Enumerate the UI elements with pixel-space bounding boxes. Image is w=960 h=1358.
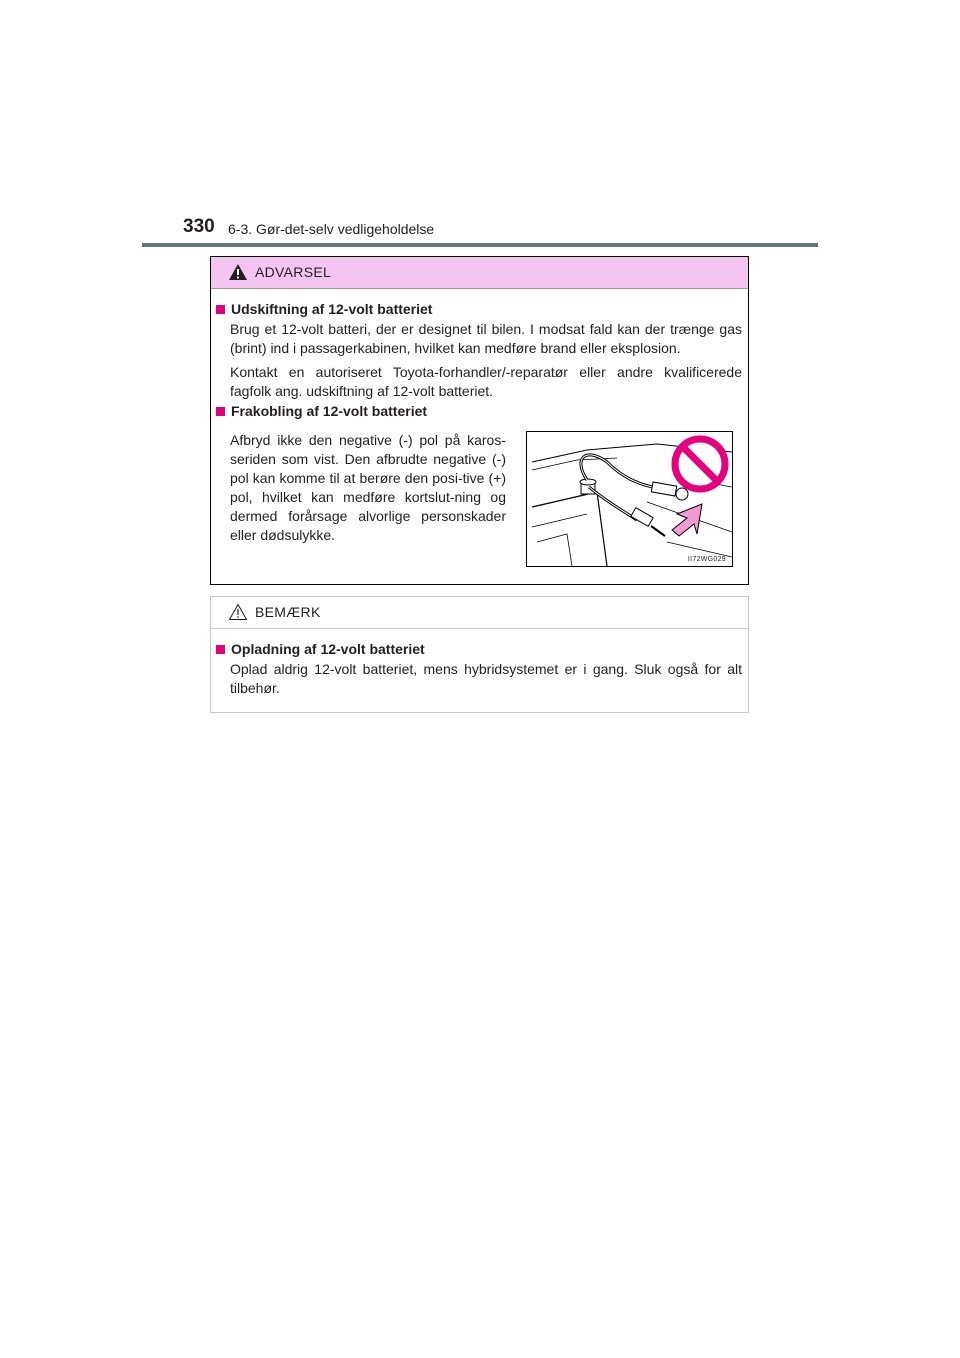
notice-box [210, 596, 749, 713]
warning-paragraph: Brug et 12-volt batteri, der er designet til bilen. I modsat fald kan der trænge gas (brint) ind i passagerkabinen, hvilket kan medføre brand eller eksplosion. [230, 321, 742, 356]
notice-item-title-text: Opladning af 12-volt batteriet [231, 641, 425, 657]
header-rule [142, 243, 818, 247]
warning-paragraph: Kontakt en autoriseret Toyota-forhandler/-reparatør eller andre kvalificerede fagfolk ang. udskiftning af 12-volt batteriet. [230, 364, 742, 399]
figure-code: II72WG029 [687, 556, 726, 563]
notice-paragraph: Oplad aldrig 12-volt batteriet, mens hybridsystemet er i gang. Sluk også for alt tilbehør. [230, 661, 742, 696]
warning-item-title-text: Udskiftning af 12-volt batteriet [231, 301, 433, 317]
warning-label: ADVARSEL [255, 264, 332, 280]
section-title: 6-3. Gør-det-selv vedligeholdelse [228, 221, 435, 237]
warning-item-title [216, 403, 427, 419]
warning-paragraph: Afbryd ikke den negative (-) pol på karos-seriden som vist. Den afbrudte negative (-) pol kan komme til at berøre den posi-tive (+) pol, hvilket kan medføre kortslut-ning og dermed forårsage alvorlige personskader eller dødsulykke. [230, 432, 506, 543]
warning-box [210, 256, 749, 585]
battery-terminal-illustration [526, 431, 733, 567]
warning-item-title-text: Frakobling af 12-volt batteriet [231, 403, 428, 419]
warning-header [211, 257, 748, 289]
arrow-icon [672, 504, 702, 536]
warning-item-title [216, 301, 432, 317]
page-header [0, 0, 960, 250]
battery-terminal-drawing [527, 432, 732, 566]
warning-triangle-outline-icon [228, 603, 248, 621]
square-bullet-icon [216, 407, 225, 416]
notice-header [211, 597, 748, 629]
notice-label: BEMÆRK [255, 604, 321, 620]
warning-triangle-filled-icon [228, 263, 248, 281]
no-entry-sign-icon [675, 439, 725, 489]
page-number: 330 [183, 216, 215, 237]
square-bullet-icon [216, 305, 225, 314]
notice-item-title [216, 641, 425, 657]
square-bullet-icon [216, 645, 225, 654]
